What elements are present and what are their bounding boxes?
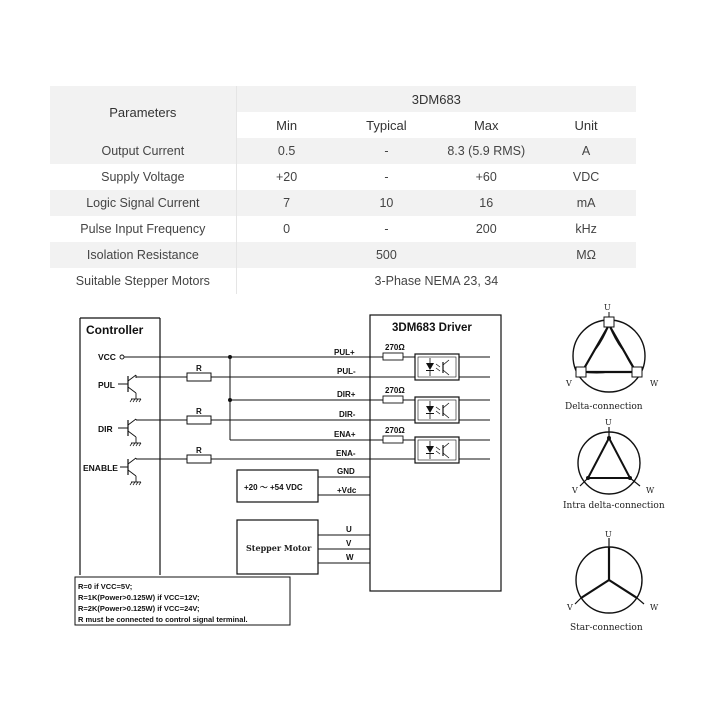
pul-label: PUL [98,380,115,390]
intra-delta-connection [563,418,665,511]
col-typical: Typical [366,117,407,133]
delta-caption: Delta-connection [565,402,643,412]
dir-label: DIR [98,424,113,434]
cell-typical: - [384,222,389,236]
star-w-label: W [650,603,659,612]
opto-resistor-1 [383,353,403,360]
junction-dot [228,398,232,402]
power-supply-label: +20 ～ +54 VDC [244,483,303,492]
dir-resistor-label: R [196,407,202,416]
cell-min: +20 [275,170,298,184]
row-name: Logic Signal Current [50,190,236,216]
delta-v-label: V [566,379,572,388]
optocoupler-icon-1 [415,354,459,380]
pul-minus-label: PUL- [337,367,356,376]
delta-u-label: U [604,303,611,312]
pul-plus-label: PUL+ [334,348,355,357]
cell-min: 0.5 [236,138,336,164]
gnd-label: GND [337,467,355,476]
vdc-label: +Vdc [337,486,357,495]
motor-v-label: V [346,539,352,548]
optocoupler-icon-3 [415,437,459,463]
optocoupler-icon-2 [415,397,459,423]
row-name: Suitable Stepper Motors [50,268,236,294]
cell-unit: kHz [575,222,597,236]
row-name: Pulse Input Frequency [50,216,236,242]
star-u-label: U [605,530,612,539]
star-connection [566,530,659,633]
cell-typical: - [384,170,389,184]
stepper-motor-label: Stepper Motor [246,543,312,553]
star-v-label: V [567,603,573,612]
cell-min: 0 [283,222,291,236]
controller-title: Controller [86,323,144,337]
cell-unit: mA [536,190,636,216]
driver-title: 3DM683 Driver [392,322,472,334]
row-name: Isolation Resistance [50,242,236,268]
col-max: Max [473,117,499,133]
dir-transistor-icon [128,419,141,446]
col-min: Min [276,117,298,133]
cell-typical: 10 [336,190,436,216]
dir-plus-label: DIR+ [337,390,356,399]
row-name: Output Current [50,138,236,164]
note-line: R=2K(Power>0.125W) if VCC=24V; [78,604,200,613]
pul-transistor-icon [128,375,141,402]
enable-resistor [187,455,211,463]
enable-label: ENABLE [83,463,118,473]
cell-span-value: 500 [236,242,536,268]
opto-resistor-label-3: 270Ω [385,426,405,435]
row-name: Supply Voltage [50,164,236,190]
enable-resistor-label: R [196,446,202,455]
cell-unit: VDC [572,170,600,184]
vcc-label: VCC [98,352,116,362]
cell-typical: - [336,138,436,164]
intra-delta-caption: Intra delta-connection [563,501,665,511]
model-header: 3DM683 [236,86,636,112]
pul-resistor-label: R [196,364,202,373]
note-line: R=1K(Power>0.125W) if VCC=12V; [78,593,200,602]
opto-resistor-3 [383,436,403,443]
cell-max: 16 [436,190,536,216]
col-unit: Unit [574,117,598,133]
dir-resistor [187,416,211,424]
intra-delta-w-label: W [646,486,655,495]
vcc-terminal [120,355,124,359]
star-caption: Star-connection [570,623,643,633]
dir-minus-label: DIR- [339,410,356,419]
cell-span-value: 3-Phase NEMA 23, 34 [374,274,499,288]
ena-minus-label: ENA- [336,449,356,458]
motor-u-label: U [346,525,352,534]
opto-resistor-label-1: 270Ω [385,343,405,352]
cell-unit: A [536,138,636,164]
opto-resistor-2 [383,396,403,403]
ena-plus-label: ENA+ [334,430,356,439]
parameters-header: Parameters [50,86,236,138]
note-line: R must be connected to control signal terminal. [78,615,248,624]
delta-w-label: W [650,379,659,388]
cell-max: 200 [475,222,497,236]
cell-unit: MΩ [536,242,636,268]
intra-delta-v-label: V [572,486,578,495]
enable-transistor-icon [128,458,141,485]
cell-max: 8.3 (5.9 RMS) [436,138,536,164]
cell-max: +60 [475,170,497,184]
motor-w-label: W [346,553,354,562]
note-line: R=0 if VCC=5V; [78,582,133,591]
intra-delta-u-label: U [605,418,612,427]
pul-resistor [187,373,211,381]
opto-resistor-label-2: 270Ω [385,386,405,395]
delta-connection [565,303,659,412]
cell-min: 7 [236,190,336,216]
